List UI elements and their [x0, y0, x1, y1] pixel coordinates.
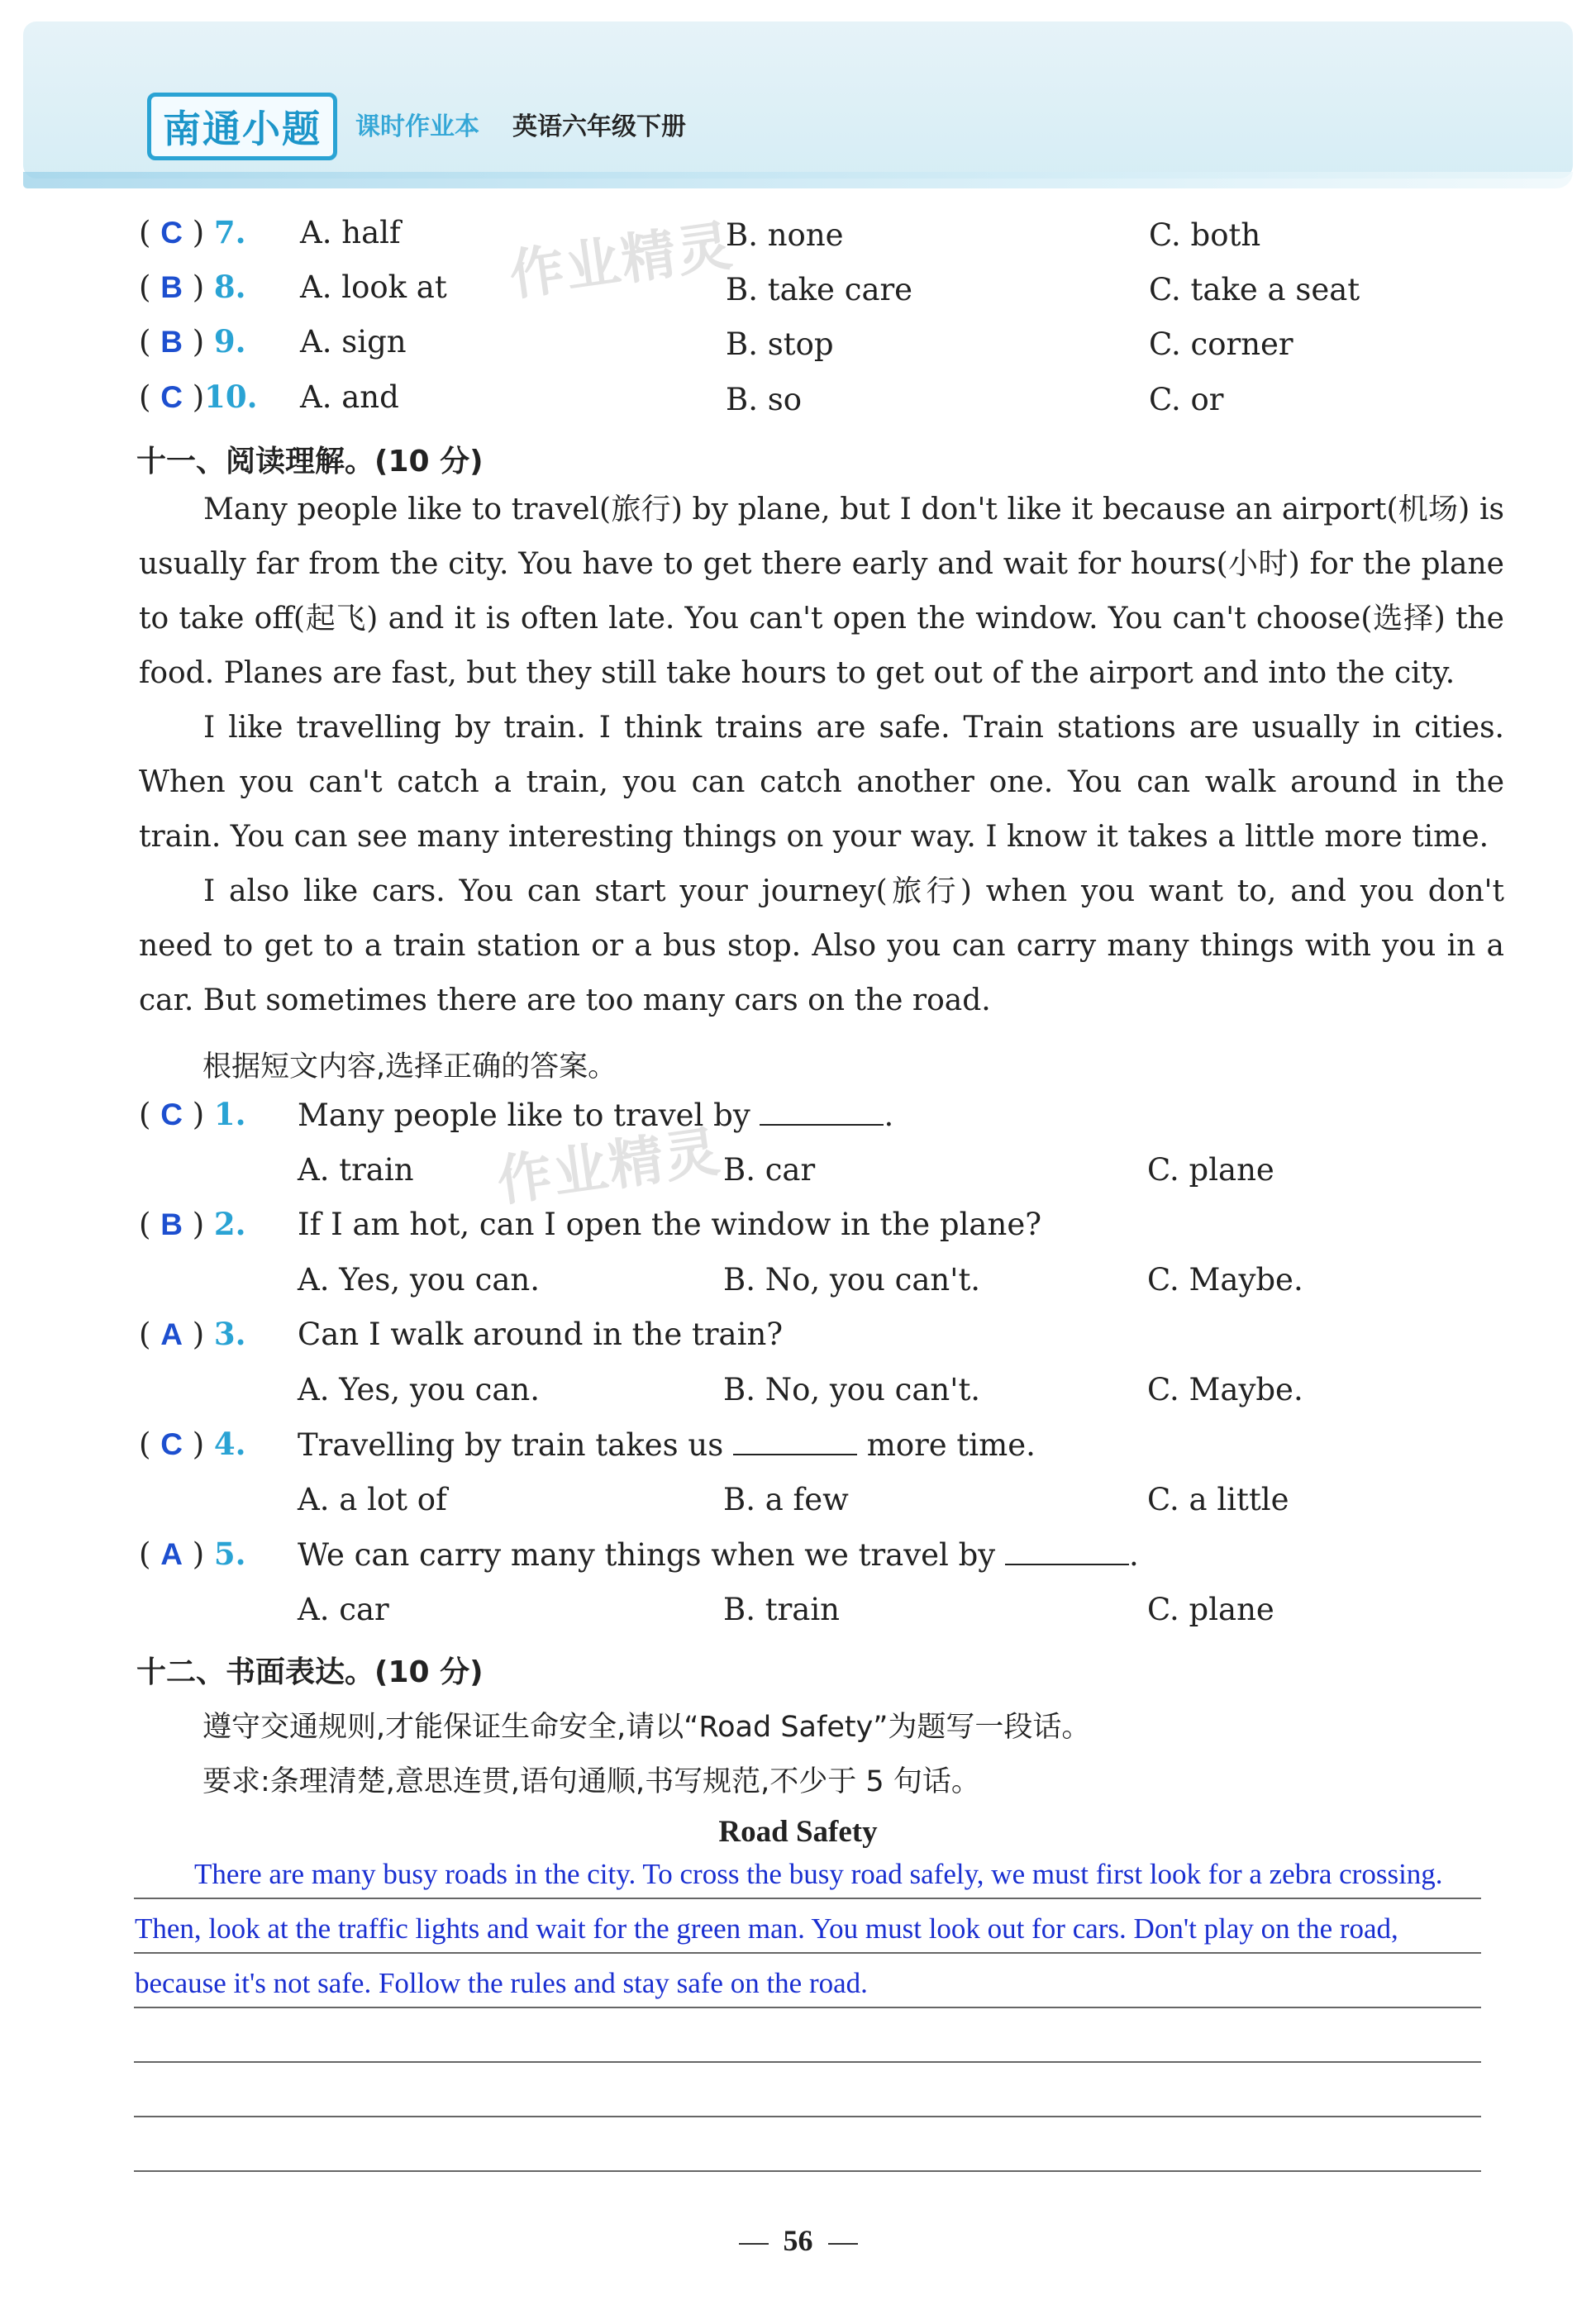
option-b: B. No, you can't. — [723, 1372, 981, 1407]
option-a: A. train — [298, 1152, 414, 1188]
question-number: 10. — [204, 379, 258, 415]
question-text: Can I walk around in the train? — [298, 1317, 784, 1352]
question-number: 5. — [213, 1536, 246, 1572]
option-b: B. take care — [726, 272, 913, 307]
option-a: A. a lot of — [298, 1482, 447, 1517]
question-number: 1. — [213, 1096, 246, 1132]
answer-blank — [760, 1099, 884, 1126]
option-c: C. Maybe. — [1147, 1372, 1303, 1407]
option-a: A. and — [300, 379, 399, 415]
question-number: 3. — [213, 1316, 246, 1352]
option-a: A. sign — [300, 324, 407, 360]
answer: B — [160, 325, 183, 359]
watermark: 作业精灵 — [505, 213, 737, 308]
essay-line: because it's not safe. Follow the rules and stay safe on the road. — [135, 1967, 868, 1999]
option-c: C. corner — [1149, 326, 1293, 362]
answer-blank — [1005, 1539, 1129, 1565]
question-text: We can carry many things when we travel by . — [298, 1537, 1139, 1573]
writing-line — [134, 2061, 1481, 2063]
writing-prompt: 遵守交通规则,才能保证生命安全,请以“Road Safety”为题写一段话。 — [202, 1711, 1091, 1744]
answer-blank — [733, 1429, 857, 1455]
watermark: 作业精灵 — [493, 1119, 725, 1214]
option-b: B. stop — [726, 326, 834, 362]
option-b: B. car — [723, 1152, 816, 1188]
writing-line — [134, 1952, 1481, 1954]
answer: C — [160, 380, 183, 414]
passage-paragraph: Many people like to travel(旅行) by plane, but I don't like it because an airport(机场) is usually far from the city. You have to get there early and wait for hours(小时) for the plane to take off(起飞) and it is often late. You can't open the window. You can't choose(选择) the food. Planes are fast, but they still take hours to get out of the airport and into the city. — [139, 493, 1505, 690]
reading-passage — [139, 483, 1504, 1028]
passage-paragraph: I like travelling by train. I think trains are safe. Train stations are usually in cities. When you can't catch a train, you can catch another one. You can walk around in the train. You can see many interesting things on your way. I know it takes a little more time. — [139, 711, 1504, 854]
option-a: A. half — [300, 215, 401, 250]
brand-logo — [147, 93, 337, 160]
option-c: C. a little — [1147, 1482, 1289, 1517]
page-number: 56 — [783, 2224, 813, 2257]
question-text: If I am hot, can I open the window in the plane? — [298, 1207, 1042, 1242]
option-b: B. so — [726, 382, 802, 417]
logo-text: 南通小题 — [163, 107, 322, 151]
passage-paragraph: I also like cars. You can start your journey(旅行) when you want to, and you don't need to get to a train station or a bus stop. Also you can carry many things with you in a car. But sometimes there are too many cars on the road. — [139, 874, 1504, 1017]
option-c: C. both — [1149, 217, 1261, 253]
section-title-reading: 十一、阅读理解。(10 分) — [136, 445, 484, 479]
page-footer — [0, 2223, 1596, 2258]
option-b: B. train — [723, 1592, 840, 1627]
question-number: 8. — [213, 269, 246, 305]
answer: A — [160, 1537, 183, 1571]
option-c: C. take a seat — [1149, 272, 1360, 307]
answer: B — [160, 270, 183, 304]
footer-dash — [828, 2243, 858, 2245]
workbook-page: 南通小题 课时作业本 英语六年级下册 作业精灵 作业精灵 ( C ) 7. A. half B. none C. both ( B ) 8. A. look at B. take care C. take a seat ( B ) 9. A. sign B. stop C. corner ( C )10. A. and B. so C. or 十一、阅读理解。(10 分) Many people like to travel(旅行) by plane, but I don't like it because an airport(机场) is usually far from the city. You have to get there early and wait for hours(小时) for the plane to take off(起飞) and it is often late. You can't open the window. You can't choose(选择) the food. Planes are fast, but they still take hours to get out of the airport and into the city. I like travelling by train. I think trains are safe. Train stations are usually in cities. When you can't catch a train, you can catch another one. You can walk around in the train. You can see many interesting things on your way. I know it takes a little more time. I also like cars. You can start your journey(旅行) when you want to, and you don't need to get to a train station or a bus stop. Also you can carry many things with you in a car. But sometimes there are too many cars on the road. 根据短文内容,选择正确的答案。 ( C ) 1. Many people like to travel by . A. train B. car C. plane ( B ) 2. If I am hot, can I open the window in the plane? A. Yes, you can. B. No, you can't. C. Maybe. ( A ) 3. Can I walk around in the train? A. Yes, you can. B. No, you can't. C. Maybe. ( C ) 4. Travelling by train takes us more time. A. a lot of B. a few C. a little ( A ) 5. We can carry many things when we travel by . A. car B. train C. plane 十二、书面表达。(10 分) 遵守交通规则,才能保证生命安全,请以“Road Safety”为题写一段话。 要求:条理清楚,意思连贯,语句通顺,书写规范,不少于 5 句话。 Road Safety There are many busy roads in the city. To cross the busy road safely, we must first look for a zebra crossing. Then, look at the traffic lights and wait for the green man. You must look out for cars. Don't play on the road, because it's not safe. Follow the rules and stay safe on the road. 56 — [0, 0, 1596, 2324]
writing-requirement: 要求:条理清楚,意思连贯,语句通顺,书写规范,不少于 5 句话。 — [202, 1765, 980, 1798]
essay-line: Then, look at the traffic lights and wait for the green man. You must look out for cars. Don't play on the road, — [135, 1912, 1398, 1945]
option-a: A. Yes, you can. — [298, 1262, 541, 1298]
answer: C — [160, 1427, 183, 1461]
option-c: C. plane — [1147, 1152, 1274, 1188]
question-number: 9. — [213, 323, 246, 360]
question-number: 4. — [213, 1426, 246, 1462]
option-b: B. a few — [723, 1482, 849, 1517]
writing-line — [134, 1898, 1481, 1899]
essay-title: Road Safety — [718, 1815, 878, 1849]
essay-line: There are many busy roads in the city. To cross the busy road safely, we must first look for a zebra crossing. — [194, 1858, 1443, 1890]
question-text: Travelling by train takes us more time. — [298, 1427, 1036, 1463]
answer: B — [160, 1207, 183, 1241]
answer: C — [160, 1098, 183, 1131]
section-title-writing: 十二、书面表达。(10 分) — [136, 1655, 484, 1689]
writing-line — [134, 2007, 1481, 2008]
series-name: 课时作业本 — [355, 112, 479, 141]
option-c: C. plane — [1147, 1592, 1274, 1627]
option-a: A. car — [298, 1592, 389, 1627]
writing-line — [134, 2116, 1481, 2117]
option-c: C. or — [1149, 382, 1224, 417]
option-c: C. Maybe. — [1147, 1262, 1303, 1298]
reading-instruction: 根据短文内容,选择正确的答案。 — [202, 1050, 617, 1083]
footer-dash — [739, 2243, 769, 2245]
writing-line — [134, 2170, 1481, 2172]
option-b: B. No, you can't. — [723, 1262, 981, 1298]
question-number: 7. — [213, 214, 246, 250]
question-text: Many people like to travel by . — [298, 1098, 894, 1133]
question-number: 2. — [213, 1206, 246, 1242]
answer: A — [160, 1317, 183, 1351]
option-a: A. Yes, you can. — [298, 1372, 541, 1407]
option-b: B. none — [726, 217, 844, 253]
subject-name: 英语六年级下册 — [512, 112, 686, 141]
option-a: A. look at — [300, 269, 447, 305]
answer: C — [160, 216, 183, 250]
